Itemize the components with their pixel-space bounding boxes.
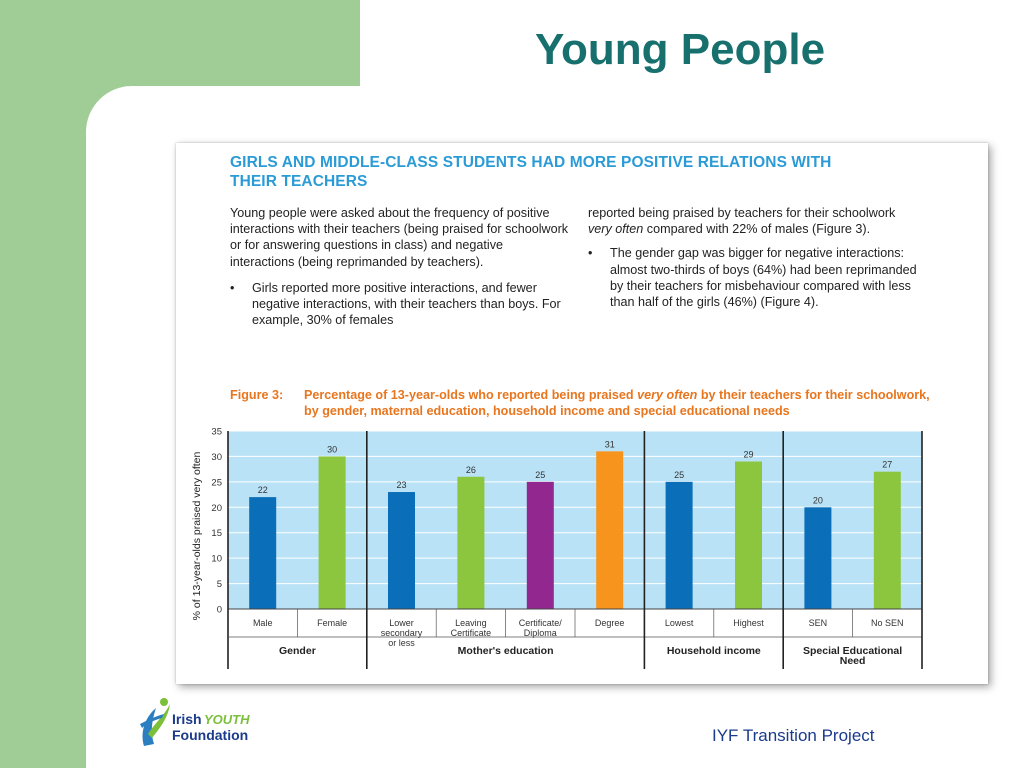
category-label: SEN xyxy=(808,618,828,628)
y-tick-label: 35 xyxy=(211,427,222,438)
logo-irish-text: Irish xyxy=(172,711,202,727)
category-label: secondary xyxy=(380,628,423,638)
bar-no-sen xyxy=(874,472,901,609)
data-label: 20 xyxy=(812,495,823,506)
bullet-text: The gender gap was bigger for negative interactions: almost two-thirds of boys (64%) had been reprimanded by their teachers for misbehaviour compared with less than half of the girls (46%) (Figure 4). xyxy=(610,246,917,310)
data-label: 25 xyxy=(535,469,546,480)
figure-caption-text xyxy=(304,387,934,419)
footer-project-name: IYF Transition Project xyxy=(712,726,875,745)
group-label: Special Educational xyxy=(802,645,903,657)
category-label: Degree xyxy=(594,618,625,628)
data-label: 25 xyxy=(674,469,685,480)
y-tick-label: 25 xyxy=(211,477,222,489)
left-text-column xyxy=(230,205,570,328)
bar-female xyxy=(319,456,346,609)
category-label: No SEN xyxy=(871,618,904,628)
bullet-girls-positive xyxy=(230,280,570,329)
slide-title: Young People xyxy=(534,25,826,74)
category-label: Male xyxy=(252,618,273,628)
report-excerpt-image xyxy=(176,143,988,684)
bar-sen xyxy=(804,507,831,609)
y-tick-label: 15 xyxy=(211,528,222,540)
data-label: 29 xyxy=(743,449,754,460)
group-label: Household income xyxy=(666,645,761,657)
category-label: Certificate xyxy=(450,628,492,638)
category-label: Certificate/ xyxy=(518,618,562,628)
leaping-figure-icon xyxy=(140,698,170,746)
bullet-text: Girls reported more positive interactions, and fewer negative interactions, with their teachers than boys. For example, 30% of females xyxy=(252,280,561,328)
data-label: 27 xyxy=(882,459,893,470)
continued-text-a: reported being praised by teachers for their schoolwork xyxy=(588,206,896,220)
bullet-gender-gap xyxy=(588,245,918,310)
data-label: 26 xyxy=(465,464,476,475)
y-tick-label: 10 xyxy=(211,553,222,565)
intro-paragraph: Young people were asked about the frequency of positive interactions with their teachers (being praised for schoolwork or for answering questions in class) and negative interactions (being reprimanded by teachers). xyxy=(230,206,569,269)
continued-paragraph xyxy=(588,205,918,237)
y-tick-label: 20 xyxy=(211,502,222,514)
bar-lower-secondary-or-less xyxy=(388,492,415,609)
bar-male xyxy=(249,497,276,609)
data-label: 22 xyxy=(257,485,268,496)
category-label: Lower xyxy=(389,618,414,628)
continued-text-b: compared with 22% of males (Figure 3). xyxy=(643,222,871,237)
data-label: 30 xyxy=(327,444,338,455)
irish-youth-foundation-logo xyxy=(134,694,274,754)
report-heading-line2: THEIR TEACHERS xyxy=(230,173,368,190)
bar-lowest xyxy=(666,482,693,609)
continued-text-italic: very often xyxy=(588,222,644,237)
category-label: Female xyxy=(317,618,348,628)
figure-label: Figure 3: xyxy=(230,388,284,402)
group-label: Mother's education xyxy=(457,645,554,657)
category-label: Lowest xyxy=(664,618,694,628)
category-label: Diploma xyxy=(523,628,557,638)
category-label: Leaving xyxy=(455,618,487,628)
y-tick-label: 5 xyxy=(216,579,222,591)
data-label: 31 xyxy=(604,439,615,450)
y-tick-label: 0 xyxy=(216,604,222,616)
report-heading-line1: GIRLS AND MIDDLE-CLASS STUDENTS HAD MORE POSITIVE RELATIONS WITH xyxy=(230,154,832,171)
bar-degree xyxy=(596,451,623,609)
category-label: Highest xyxy=(733,618,764,628)
bar-highest xyxy=(735,462,762,609)
group-label: Gender xyxy=(279,645,316,657)
y-tick-label: 30 xyxy=(211,451,222,463)
bullet-icon: • xyxy=(588,246,593,261)
data-label: 23 xyxy=(396,480,407,491)
y-axis-label: % of 13-year-olds praised very often xyxy=(191,451,203,621)
caption-text-a: Percentage of 13-year-olds who reported being praised xyxy=(304,388,638,402)
group-label: Need xyxy=(839,655,866,667)
right-text-column xyxy=(588,205,918,310)
bar-certificate-diploma xyxy=(527,482,554,609)
bar-chart xyxy=(176,427,988,677)
caption-text-b: by their teachers for their schoolwork, by gender, maternal education, household income and special educational needs xyxy=(304,388,930,418)
report-heading xyxy=(230,153,930,191)
bullet-icon: • xyxy=(230,280,235,295)
bar-leaving-certificate xyxy=(457,477,484,609)
caption-text-italic: very often xyxy=(637,388,698,402)
logo-youth-text: YOUTH xyxy=(204,712,250,727)
category-label: or less xyxy=(388,638,415,648)
logo-foundation-text: Foundation xyxy=(172,727,249,743)
